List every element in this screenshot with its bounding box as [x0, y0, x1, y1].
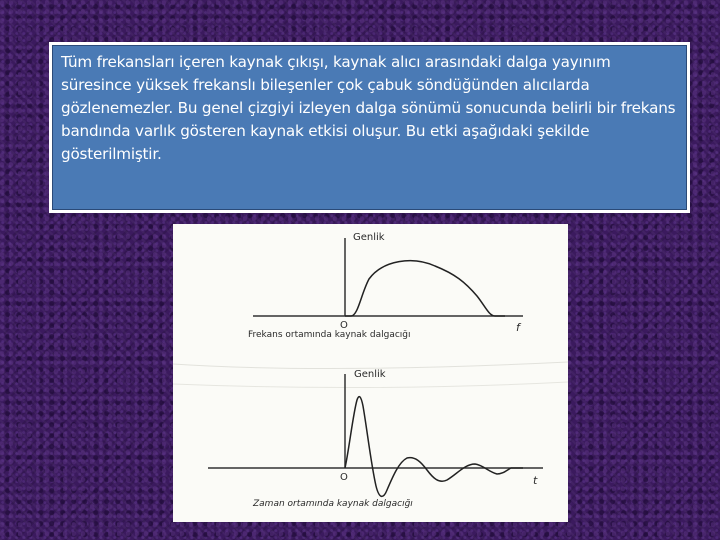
scan-artifact [173, 362, 568, 369]
scan-artifact [173, 382, 568, 388]
frequency-plot [248, 232, 523, 340]
time-y-label: Genlik [354, 369, 386, 380]
time-plot [208, 369, 543, 509]
wavelet-diagram [173, 224, 568, 522]
frequency-x-label: f [516, 321, 520, 334]
description-paragraph: Tüm frekansları içeren kaynak çıkışı, kaynak alıcı arasındaki dalga yayınım süresince yüksek frekanslı bileşenler çok çabuk söndüğünden alıcılarda gözlenemezler. Bu genel çizgiyi izleyen dalga sönümü sonucunda belirli bir frekans bandında varlık gösteren kaynak etkisi oluşur. Bu etki aşağıdaki şekilde gösterilmiştir. [61, 53, 676, 163]
time-caption: Zaman ortamında kaynak dalgacığı [253, 499, 413, 509]
source-wavelet-curve [345, 397, 523, 497]
text-box [49, 42, 690, 213]
wavelet-figure [173, 224, 568, 522]
frequency-y-label: Genlik [353, 232, 385, 243]
time-origin-label: O [340, 472, 348, 483]
amplitude-spectrum-curve [345, 261, 505, 316]
time-x-label: t [533, 474, 538, 487]
frequency-caption: Frekans ortamında kaynak dalgacığı [248, 330, 411, 340]
frequency-origin-label: O [340, 320, 348, 331]
